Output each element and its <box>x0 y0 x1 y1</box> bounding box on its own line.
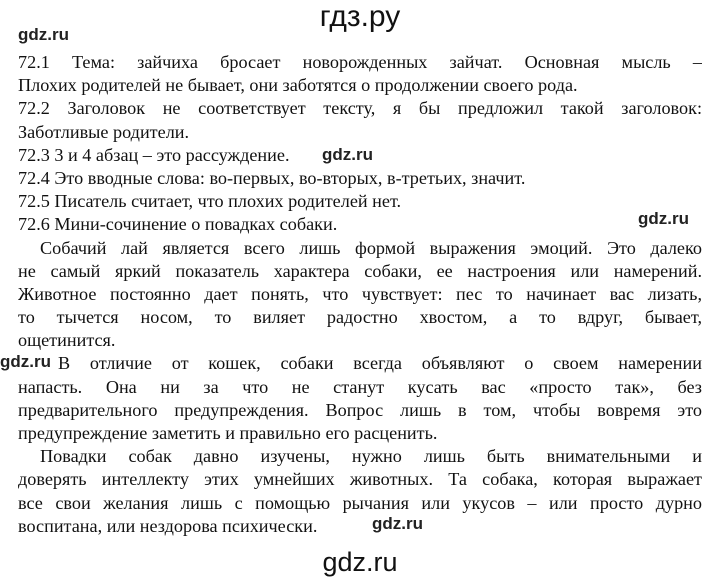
document-body <box>18 51 702 538</box>
text-line-7: 72.5 Писатель считает, что плохих родителей нет. <box>18 191 402 212</box>
text-line-19: доверять интеллекту этих умнейших животных. Та собака, которая выражает <box>18 469 702 490</box>
text-line-11: Животное постоянно дает понять, что чувствует: пес то начинает вас лизать, <box>18 283 702 304</box>
watermark-mid-1: gdz.ru <box>322 145 373 164</box>
watermark-mid-2: gdz.ru <box>638 209 689 228</box>
text-line-10: не самый яркий показатель характера собаки, ее настроения или намерений. <box>18 260 702 281</box>
text-line-16: предварительного предупреждения. Вопрос лишь в том, чтобы вовремя это <box>18 399 702 420</box>
text-line-12: то тычется носом, то виляет радостно хвостом, а то вдруг, бывает, <box>18 307 702 328</box>
text-line-3: 72.2 Заголовок не соответствует тексту, я бы предложил такой заголовок: <box>18 98 702 119</box>
text-line-6: 72.4 Это вводные слова: во-первых, во-вторых, в-третьих, значит. <box>18 167 526 188</box>
watermark-bottom: gdz.ru <box>372 514 423 533</box>
text-line-1: 72.1 Тема: зайчиха бросает новорожденных зайчат. Основная мысль – <box>18 52 702 72</box>
watermark-top: gdz.ru <box>18 25 69 44</box>
text-line-13: ощетинится. <box>18 330 116 351</box>
text-line-5: 72.3 3 и 4 абзац – это рассуждение. <box>18 144 290 165</box>
text-line-21: воспитана, или нездорова психически. <box>18 515 318 536</box>
text-line-14: В отличие от кошек, собаки всегда объявляют о своем намерении <box>58 353 702 374</box>
watermark-left: gdz.ru <box>0 352 51 371</box>
text-line-18: Повадки собак давно изучены, нужно лишь быть внимательными и <box>40 446 702 467</box>
text-line-9: Собачий лай является всего лишь формой выражения эмоций. Это далеко <box>40 237 702 258</box>
text-line-2: Плохих родителей не бывает, они заботятся о продолжении своего рода. <box>18 75 578 96</box>
text-line-8: 72.6 Мини-сочинение о повадках собаки. <box>18 214 338 235</box>
text-line-15: напасть. Она ни за что не станут кусать вас «просто так», без <box>18 376 702 397</box>
text-line-20: все свои желания лишь с помощью рычания или укусов – или просто дурно <box>18 492 702 513</box>
text-line-4: Заботливые родители. <box>18 121 190 142</box>
site-footer-title: gdz.ru <box>322 547 398 577</box>
site-header-title: гдз.ру <box>319 0 401 33</box>
text-line-17: предупреждение заметить и правильно его расценить. <box>18 423 438 443</box>
